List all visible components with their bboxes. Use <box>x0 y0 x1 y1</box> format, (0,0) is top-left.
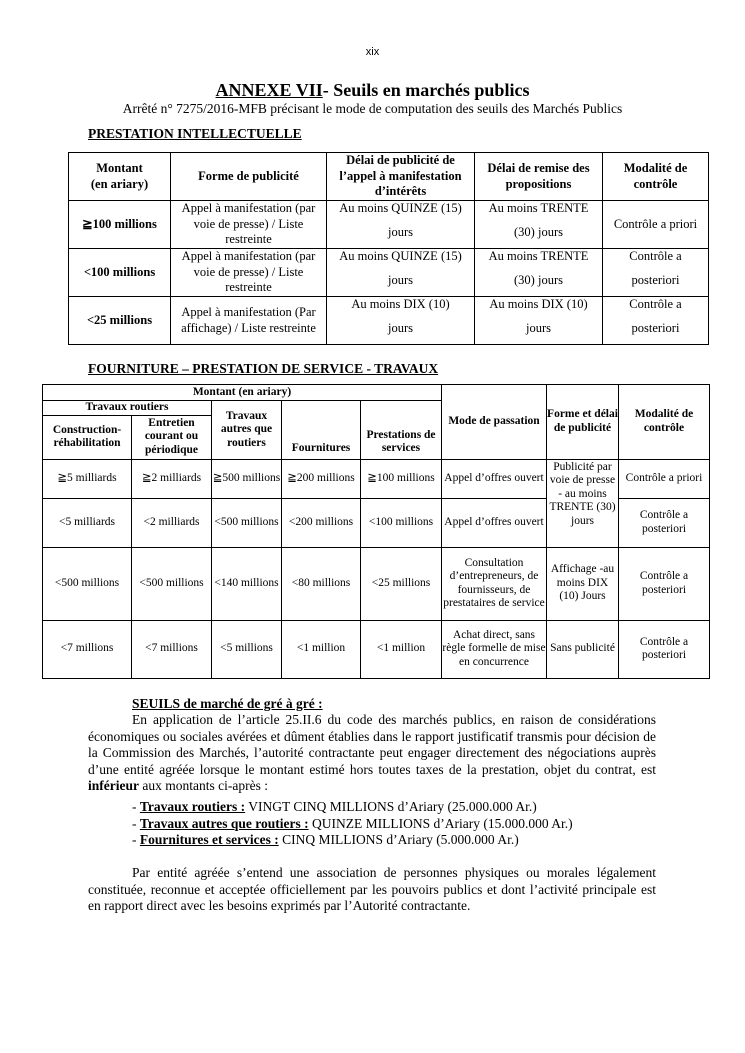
cell-fournitures: <80 millions <box>282 547 361 620</box>
cell-fournitures: <200 millions <box>282 498 361 547</box>
header-montant: Montant (en ariary) <box>43 385 442 401</box>
table-row <box>69 297 709 345</box>
cell-fournitures: ≧200 millions <box>282 459 361 498</box>
cell-controle: Contrôle a priori <box>619 459 710 498</box>
cell-delai-remise <box>475 201 603 249</box>
cell-mode: Appel d’offres ouvert <box>442 498 547 547</box>
cell-travaux-autres: <500 millions <box>212 498 282 547</box>
cell-controle: Contrôle a posteriori <box>619 620 710 678</box>
cell-controle: Contrôle a posteriori <box>619 498 710 547</box>
header-delai-publicite: Délai de publicité de l’appel à manifestation d’intérêts <box>327 153 475 201</box>
header-travaux-autres: Travaux autres que routiers <box>212 401 282 460</box>
cell-text: Au moins DIX (10) <box>489 297 588 311</box>
cell-text: Au moins TRENTE <box>488 201 589 215</box>
cell-delai-remise <box>475 249 603 297</box>
cell-text: (30) jours <box>514 224 563 239</box>
list-item-text: QUINZE MILLIONS d’Ariary (15.000.000 Ar.) <box>308 815 573 831</box>
cell-text: jours <box>388 320 413 335</box>
cell-text: posteriori <box>631 272 680 287</box>
header-prestations: Prestations de services <box>361 401 442 460</box>
cell-forme: Sans publicité <box>547 620 619 678</box>
cell-delai-publicite <box>327 249 475 297</box>
page-subtitle: Arrêté n° 7275/2016-MFB précisant le mode de computation des seuils des Marchés Publics <box>122 101 623 116</box>
cell-montant: <100 millions <box>69 249 171 297</box>
cell-controle <box>603 297 709 345</box>
cell-delai-remise <box>475 297 603 345</box>
seuils-paragraph <box>88 712 656 795</box>
cell-text: Au moins DIX (10) <box>351 297 450 311</box>
cell-text: jours <box>526 320 551 335</box>
header-montant: Montant (en ariary) <box>69 153 171 201</box>
header-forme: Forme de publicité <box>171 153 327 201</box>
seuils-list <box>132 799 573 849</box>
cell-delai-publicite <box>327 201 475 249</box>
paragraph-text: En application de l’article 25.II.6 du code des marchés publics, en raison de considérations économiques ou sociales avérées et dûment établies dans le rapport justificatif transmis pour décision de la Commission des Marchés, l’autorité contractante peut engager directement des négociations auprès d’une entité agréée lorsque le montant estimé hors toutes taxes de la prestation, objet du contrat, est <box>88 712 656 777</box>
cell-montant: ≧100 millions <box>69 201 171 249</box>
header-travaux-routiers: Travaux routiers <box>43 401 212 416</box>
cell-entretien: <2 milliards <box>132 498 212 547</box>
list-item-label: Travaux autres que routiers : <box>139 815 309 831</box>
section-heading-fourniture: FOURNITURE – PRESTATION DE SERVICE - TRAVAUX <box>88 361 439 376</box>
header-fournitures: Fournitures <box>282 401 361 460</box>
cell-prestations: ≧100 millions <box>361 459 442 498</box>
cell-construction: <7 millions <box>43 620 132 678</box>
cell-entretien: <7 millions <box>132 620 212 678</box>
cell-travaux-autres: <5 millions <box>212 620 282 678</box>
cell-text: (30) jours <box>514 272 563 287</box>
cell-controle: Contrôle a posteriori <box>619 547 710 620</box>
cell-text: Contrôle a <box>629 249 682 263</box>
cell-entretien: ≧2 milliards <box>132 459 212 498</box>
entite-paragraph <box>88 865 656 915</box>
table-row <box>43 459 710 498</box>
cell-forme: Appel à manifestation (par voie de presse) / Liste restreinte <box>171 201 327 249</box>
cell-text: Au moins TRENTE <box>488 249 589 263</box>
fourniture-table <box>42 384 710 679</box>
header-forme: Forme et délai de publicité <box>547 385 619 460</box>
list-item-text: CINQ MILLIONS d’Ariary (5.000.000 Ar.) <box>278 832 519 847</box>
list-item-label: Fournitures et services : <box>139 832 279 847</box>
cell-mode: Appel d’offres ouvert <box>442 459 547 498</box>
header-modalite: Modalité de contrôle <box>619 385 710 460</box>
cell-travaux-autres: ≧500 millions <box>212 459 282 498</box>
cell-construction: ≧5 milliards <box>43 459 132 498</box>
page-number: xix <box>365 46 380 58</box>
header-entretien: Entretien courant ou périodique <box>132 415 212 459</box>
cell-montant: <25 millions <box>69 297 171 345</box>
cell-mode: Consultation d’entrepreneurs, de fournisseurs, de prestataires de service <box>442 547 547 620</box>
cell-controle <box>603 249 709 297</box>
table-row <box>69 249 709 297</box>
cell-forme: Publicité par voie de presse - au moins TRENTE (30) jours <box>547 459 619 547</box>
list-item: - Travaux autres que routiers : QUINZE MILLIONS d’Ariary (15.000.000 Ar.) <box>132 815 573 831</box>
list-item: - Travaux routiers : VINGT CINQ MILLIONS d’Ariary (25.000.000 Ar.) <box>132 799 537 814</box>
cell-prestations: <100 millions <box>361 498 442 547</box>
cell-forme: Appel à manifestation (Par affichage) / Liste restreinte <box>171 297 327 345</box>
seuils-heading: SEUILS de marché de gré à gré : <box>132 696 323 711</box>
cell-mode: Achat direct, sans règle formelle de mise en concurrence <box>442 620 547 678</box>
table-row <box>43 620 710 678</box>
cell-prestations: <1 million <box>361 620 442 678</box>
cell-delai-publicite <box>327 297 475 345</box>
section-heading-prestation: PRESTATION INTELLECTUELLE <box>88 126 302 141</box>
cell-text: Contrôle a <box>629 297 682 311</box>
table-row <box>43 547 710 620</box>
page-title <box>0 80 745 101</box>
cell-travaux-autres: <140 millions <box>212 547 282 620</box>
annex-title: - Seuils en marchés publics <box>322 80 530 100</box>
header-mode: Mode de passation <box>442 385 547 460</box>
list-item-text: VINGT CINQ MILLIONS d’Ariary (25.000.000 Ar.) <box>245 799 537 814</box>
list-item: - Fournitures et services : CINQ MILLIONS d’Ariary (5.000.000 Ar.) <box>132 832 519 847</box>
table-row <box>69 201 709 249</box>
cell-text: Au moins QUINZE (15) <box>339 201 462 215</box>
annex-label: ANNEXE VII <box>215 80 323 100</box>
cell-construction: <5 milliards <box>43 498 132 547</box>
cell-entretien: <500 millions <box>132 547 212 620</box>
cell-text: posteriori <box>631 320 680 335</box>
cell-prestations: <25 millions <box>361 547 442 620</box>
list-item-label: Travaux routiers : <box>139 799 246 814</box>
cell-fournitures: <1 million <box>282 620 361 678</box>
paragraph-text: Par entité agréée s’entend une association de personnes physiques ou morales légalement constituée, reconnue et acceptée officiellement par les pouvoirs publics et dont l’activité principale est en rapport direct avec les besoins exprimés par l’Autorité contractante. <box>88 865 656 913</box>
header-modalite: Modalité de contrôle <box>603 153 709 201</box>
cell-text: jours <box>388 272 413 287</box>
header-delai-remise: Délai de remise des propositions <box>475 153 603 201</box>
cell-construction: <500 millions <box>43 547 132 620</box>
cell-text: Au moins QUINZE (15) <box>339 249 462 263</box>
prestation-table <box>68 152 709 345</box>
paragraph-bold: inférieur <box>88 778 139 793</box>
cell-controle: Contrôle a priori <box>603 201 709 249</box>
header-construction: Construction-réhabilitation <box>43 415 132 459</box>
cell-forme: Appel à manifestation (par voie de presse) / Liste restreinte <box>171 249 327 297</box>
cell-forme: Affichage -au moins DIX (10) Jours <box>547 547 619 620</box>
cell-text: jours <box>388 224 413 239</box>
paragraph-text: aux montants ci-après : <box>138 778 268 793</box>
